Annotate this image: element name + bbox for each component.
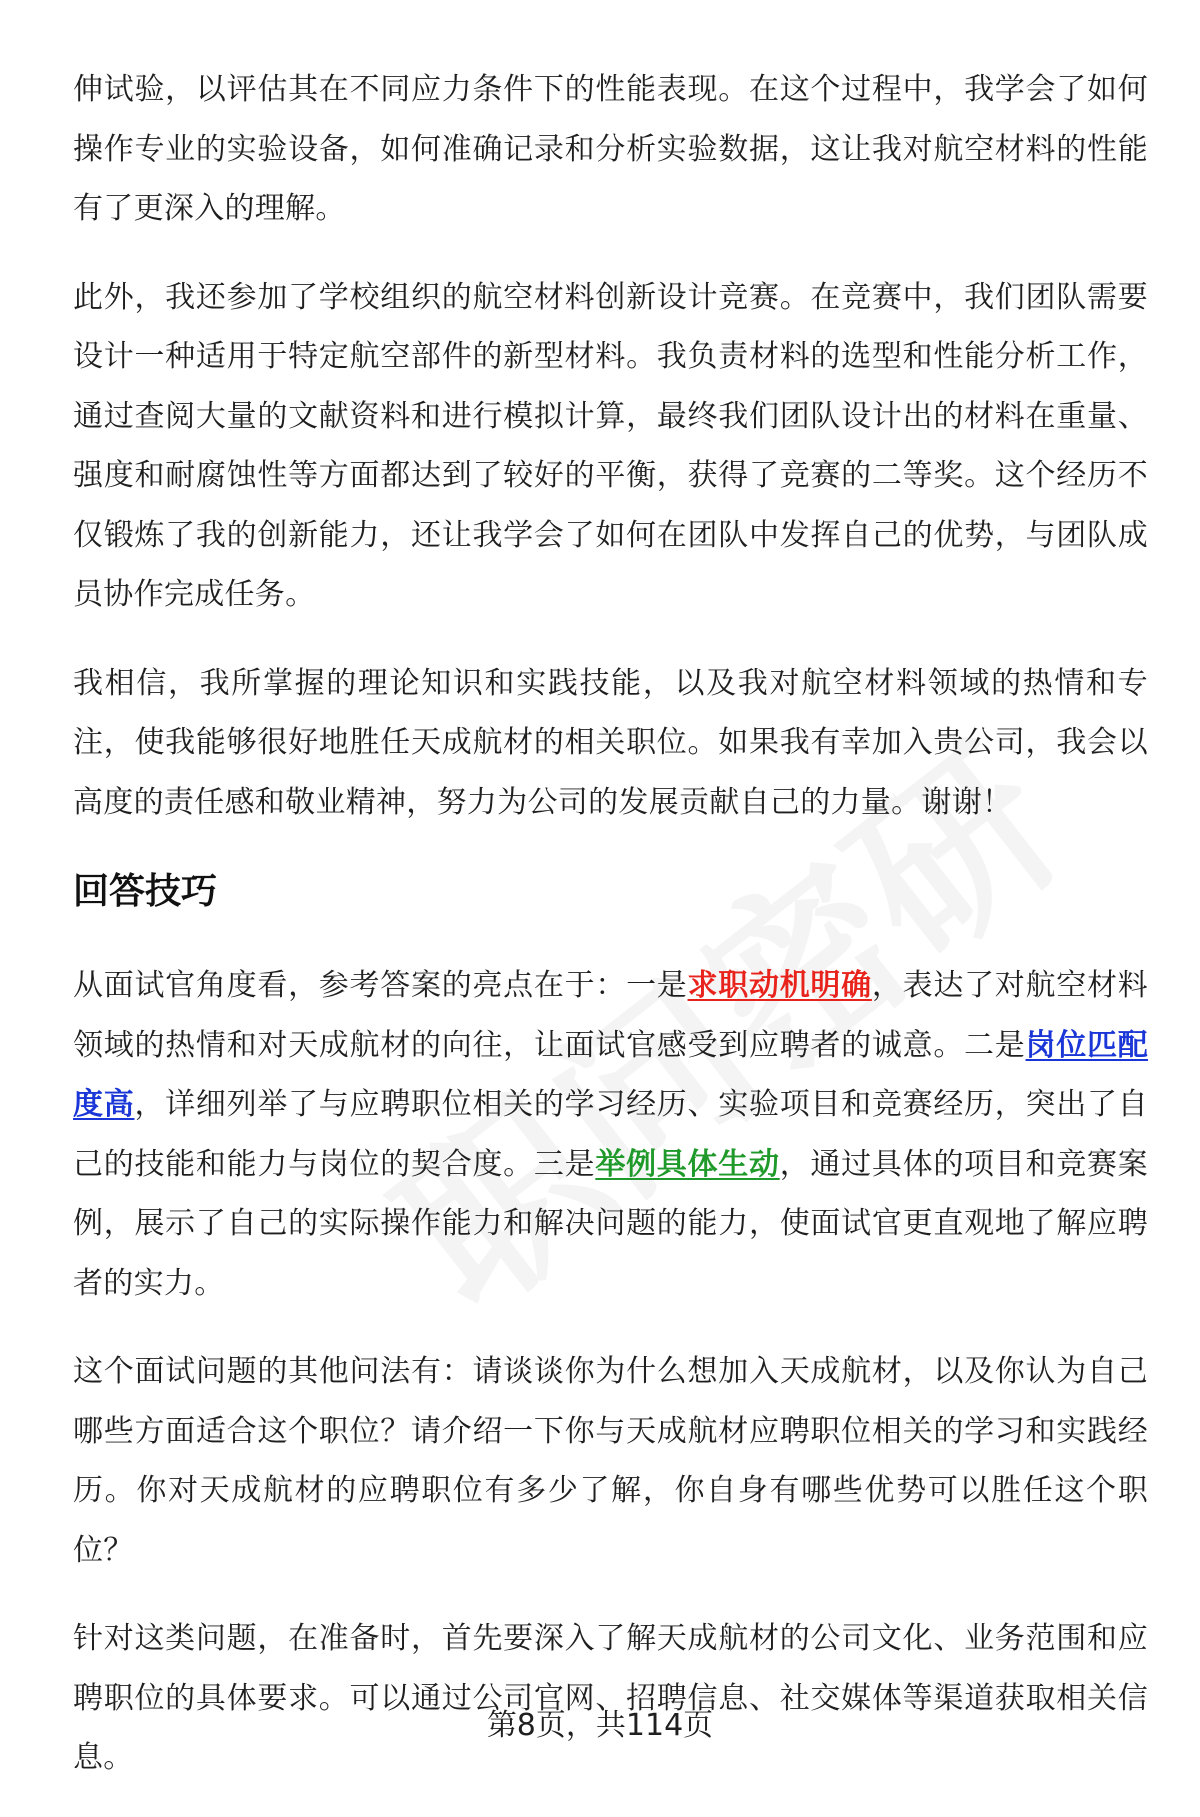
highlight-motivation: 求职动机明确 bbox=[687, 968, 872, 1003]
document-page bbox=[73, 60, 1148, 1817]
tips-text-1: 从面试官角度看，参考答案的亮点在于：一是 bbox=[73, 968, 688, 1003]
paragraph-experiment: 伸试验，以评估其在不同应力条件下的性能表现。在这个过程中，我学会了如何操作专业的实验设备，如何准确记录和分析实验数据，这让我对航空材料的性能有了更深入的理解。 bbox=[73, 72, 1148, 226]
highlight-job-match: 岗位匹配度高 bbox=[73, 1027, 1148, 1122]
paragraph-tips bbox=[73, 956, 1148, 1313]
tips-text-4: ，通过具体的项目和竞赛案例，展示了自己的实际操作能力和解决问题的能力，使面试官更直观地了解应聘者的实力。 bbox=[73, 1146, 1148, 1301]
section-heading: 回答技巧 bbox=[73, 871, 218, 912]
highlight-examples: 举例具体生动 bbox=[595, 1146, 780, 1182]
tips-text-3: ，详细列举了与应聘职位相关的学习经历、实验项目和竞赛经历，突出了自己的技能和能力与岗位的契合度。三是 bbox=[73, 1087, 1148, 1182]
page-footer: 第8页，共114页 bbox=[486, 1708, 714, 1743]
paragraph-preparation: 针对这类问题，在准备时，首先要深入了解天成航材的公司文化、业务范围和应聘职位的具体要求。可以通过公司官网、招聘信息、社交媒体等渠道获取相关信息。 bbox=[73, 1621, 1148, 1775]
paragraph-conclusion: 我相信，我所掌握的理论知识和实践技能，以及我对航空材料领域的热情和专注，使我能够很好地胜任天成航材的相关职位。如果我有幸加入贵公司，我会以高度的责任感和敬业精神，努力为公司的发展贡献自己的力量。谢谢！ bbox=[73, 665, 1148, 820]
tips-text-2: ，表达了对航空材料领域的热情和对天成航材的向往，让面试官感受到应聘者的诚意。二是 bbox=[73, 968, 1148, 1063]
paragraph-other-questions: 这个面试问题的其他问法有：请谈谈你为什么想加入天成航材，以及你认为自己哪些方面适合这个职位？请介绍一下你与天成航材应聘职位相关的学习和实践经历。你对天成航材的应聘职位有多少了解，你自身有哪些优势可以胜任这个职位？ bbox=[73, 1354, 1148, 1568]
paragraph-competition: 此外，我还参加了学校组织的航空材料创新设计竞赛。在竞赛中，我们团队需要设计一种适用于特定航空部件的新型材料。我负责材料的选型和性能分析工作，通过查阅大量的文献资料和进行模拟计算，最终我们团队设计出的材料在重量、强度和耐腐蚀性等方面都达到了较好的平衡，获得了竞赛的二等奖。这个经历不仅锻炼了我的创新能力，还让我学会了如何在团队中发挥自己的优势，与团队成员协作完成任务。 bbox=[73, 279, 1148, 612]
